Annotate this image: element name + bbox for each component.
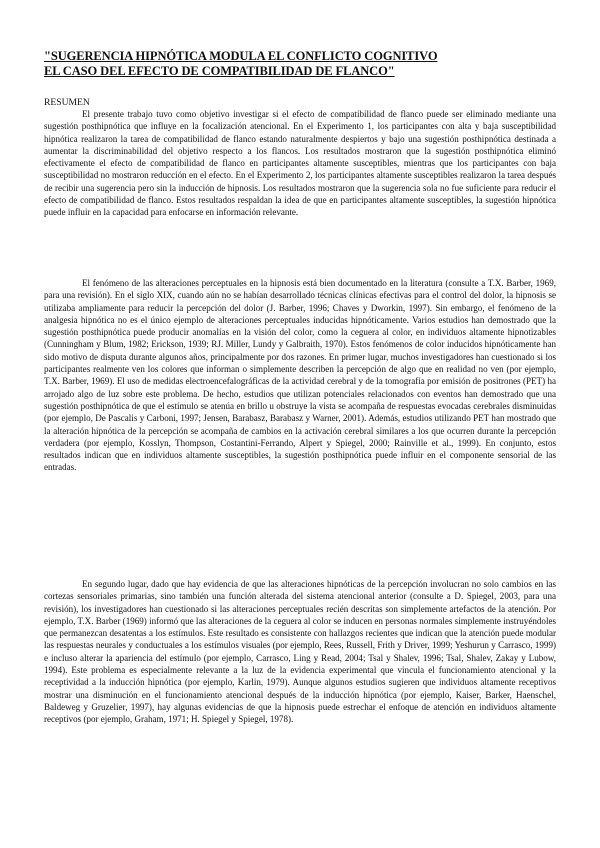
document-title: [44, 49, 564, 79]
title-line-1: "SUGERENCIA HIPNÓTICA MODULA EL CONFLICTO COGNITIVO: [44, 49, 438, 63]
title-line-2: EL CASO DEL EFECTO DE COMPATIBILIDAD DE FLANCO": [44, 64, 395, 78]
body-paragraph: En segundo lugar, dado que hay evidencia de que las alteraciones hipnóticas de la percepción involucran no solo cambios en las cortezas sensoriales primarias, sino también una función alterada del sistema atencional anterior (consulte a D. Spiegel, 2003, para una revisión), los investigadores han cuestionado si las alteraciones perceptuales recién descritas son simplemente artefactos de la atención. Por ejemplo, T.X. Barber (1969) informó que las alteraciones de la ceguera al color se inducen en personas normales simplemente instruyéndoles que permanezcan desatentas a los estímulos. Este resultado es consistente con hallazgos recientes que indican que la atención puede modular las respuestas neurales y conductuales a los estímulos visuales (por ejemplo, Rees, Russell, Frith y Driver, 1999; Yeshurun y Carrasco, 1999) e incluso alterar la apariencia del estímulo (por ejemplo, Carrasco, Ling y Read, 2004; Tsal y Shalev, 1996; Tsal, Shalev, Zakay y Lubow, 1994). Este problema es especialmente relevante a la luz de la evidencia experimental que vincula el funcionamiento atencional y la receptividad a la inducción hipnótica (por ejemplo, Karlin, 1979). Aunque algunos estudios sugieren que individuos altamente receptivos mostrar una disminución en el funcionamiento atencional después de la inducción hipnótica (por ejemplo, Kaiser, Barker, Haenschel, Baldeweg y Gruzelier, 1997), hay algunas evidencias de que la hipnosis puede estrechar el enfoque de atención en individuos altamente receptivos (por ejemplo, Graham, 1971; H. Spiegel y Spiegel, 1978).: [44, 579, 556, 725]
section-heading-resumen: RESUMEN: [44, 97, 90, 108]
abstract-paragraph: El presente trabajo tuvo como objetivo investigar si el efecto de compatibilidad de flanco puede ser eliminado mediante una sugestión posthipnótica que influye en la focalización atencional. En el Experimento 1, los participantes con alta y baja susceptibilidad hipnótica realizaron la tarea de compatibilidad de flanco estando naturalmente despiertos y bajo una sugestión posthipnótica destinada a aumentar la discriminabilidad del objetivo respecto a los flancos. Los resultados mostraron que la sugestión posthipnótica eliminó efectivamente el efecto de compatibilidad de flanco en participantes altamente susceptibles, mientras que los participantes con baja susceptibilidad no mostraron reducción en el efecto. En el Experimento 2, los participantes altamente susceptibles realizaron la tarea después de recibir una sugerencia pero sin la inducción de hipnosis. Los resultados mostraron que la sugerencia sola no fue suficiente para reducir el efecto de compatibilidad de flanco. Estos resultados respaldan la idea de que en participantes altamente susceptibles, la sugestión hipnótica puede influir en la capacidad para enfocarse en información relevante.: [44, 109, 556, 218]
body-paragraph: El fenómeno de las alteraciones perceptuales en la hipnosis está bien documentado en la literatura (consulte a T.X. Barber, 1969, para una revisión). En el siglo XIX, cuando aún no se habían desarrollado técnicas clínicas efectivas para el control del dolor, la hipnosis se utilizaba ampliamente para reducir la percepción del dolor (J. Barber, 1996; Chaves y Dworkin, 1997). Sin embargo, el fenómeno de la analgesia hipnótica no es el único ejemplo de alteraciones perceptuales inducidas hipnóticamente. Varios estudios han demostrado que la sugestión posthipnótica puede producir anomalías en la visión del color, como la ceguera al color, en individuos altamente hipnotizables (Cunningham y Blum, 1982; Erickson, 1939; RJ. Miller, Lundy y Galbraith, 1970). Estos fenómenos de color inducidos hipnóticamente han sido motivo de disputa durante algunos años, principalmente por dos razones. En primer lugar, muchos investigadores han cuestionado si los participantes realmente ven los colores que informan o simplemente describen la percepción de algo que en realidad no ven (por ejemplo, T.X. Barber, 1969). El uso de medidas electroencefalográficas de la actividad cerebral y de la tomografía por emisión de positrones (PET) ha arrojado algo de luz sobre este problema. De hecho, estudios que utilizan potenciales relacionados con eventos han demostrado que una sugestión posthipnótica de que el estímulo se atenúa en brillo u obstruye la vista se acompaña de respuestas evocadas cerebrales disminuidas (por ejemplo, De Pascalis y Carboni, 1997; Jensen, Barabasz, Barabasz y Warner, 2001). Además, estudios utilizando PET han mostrado que la alteración hipnótica de la percepción se acompaña de cambios en la activación cerebral similares a los que ocurren durante la percepción verdadera (por ejemplo, Kosslyn, Thompson, Costantini-Ferrando, Alpert y Spiegel, 2000; Rainville et al., 1999). En conjunto, estos resultados indican que en individuos altamente susceptibles, la sugestión posthipnótica puede influir en el componente sensorial de las entradas.: [44, 278, 556, 473]
